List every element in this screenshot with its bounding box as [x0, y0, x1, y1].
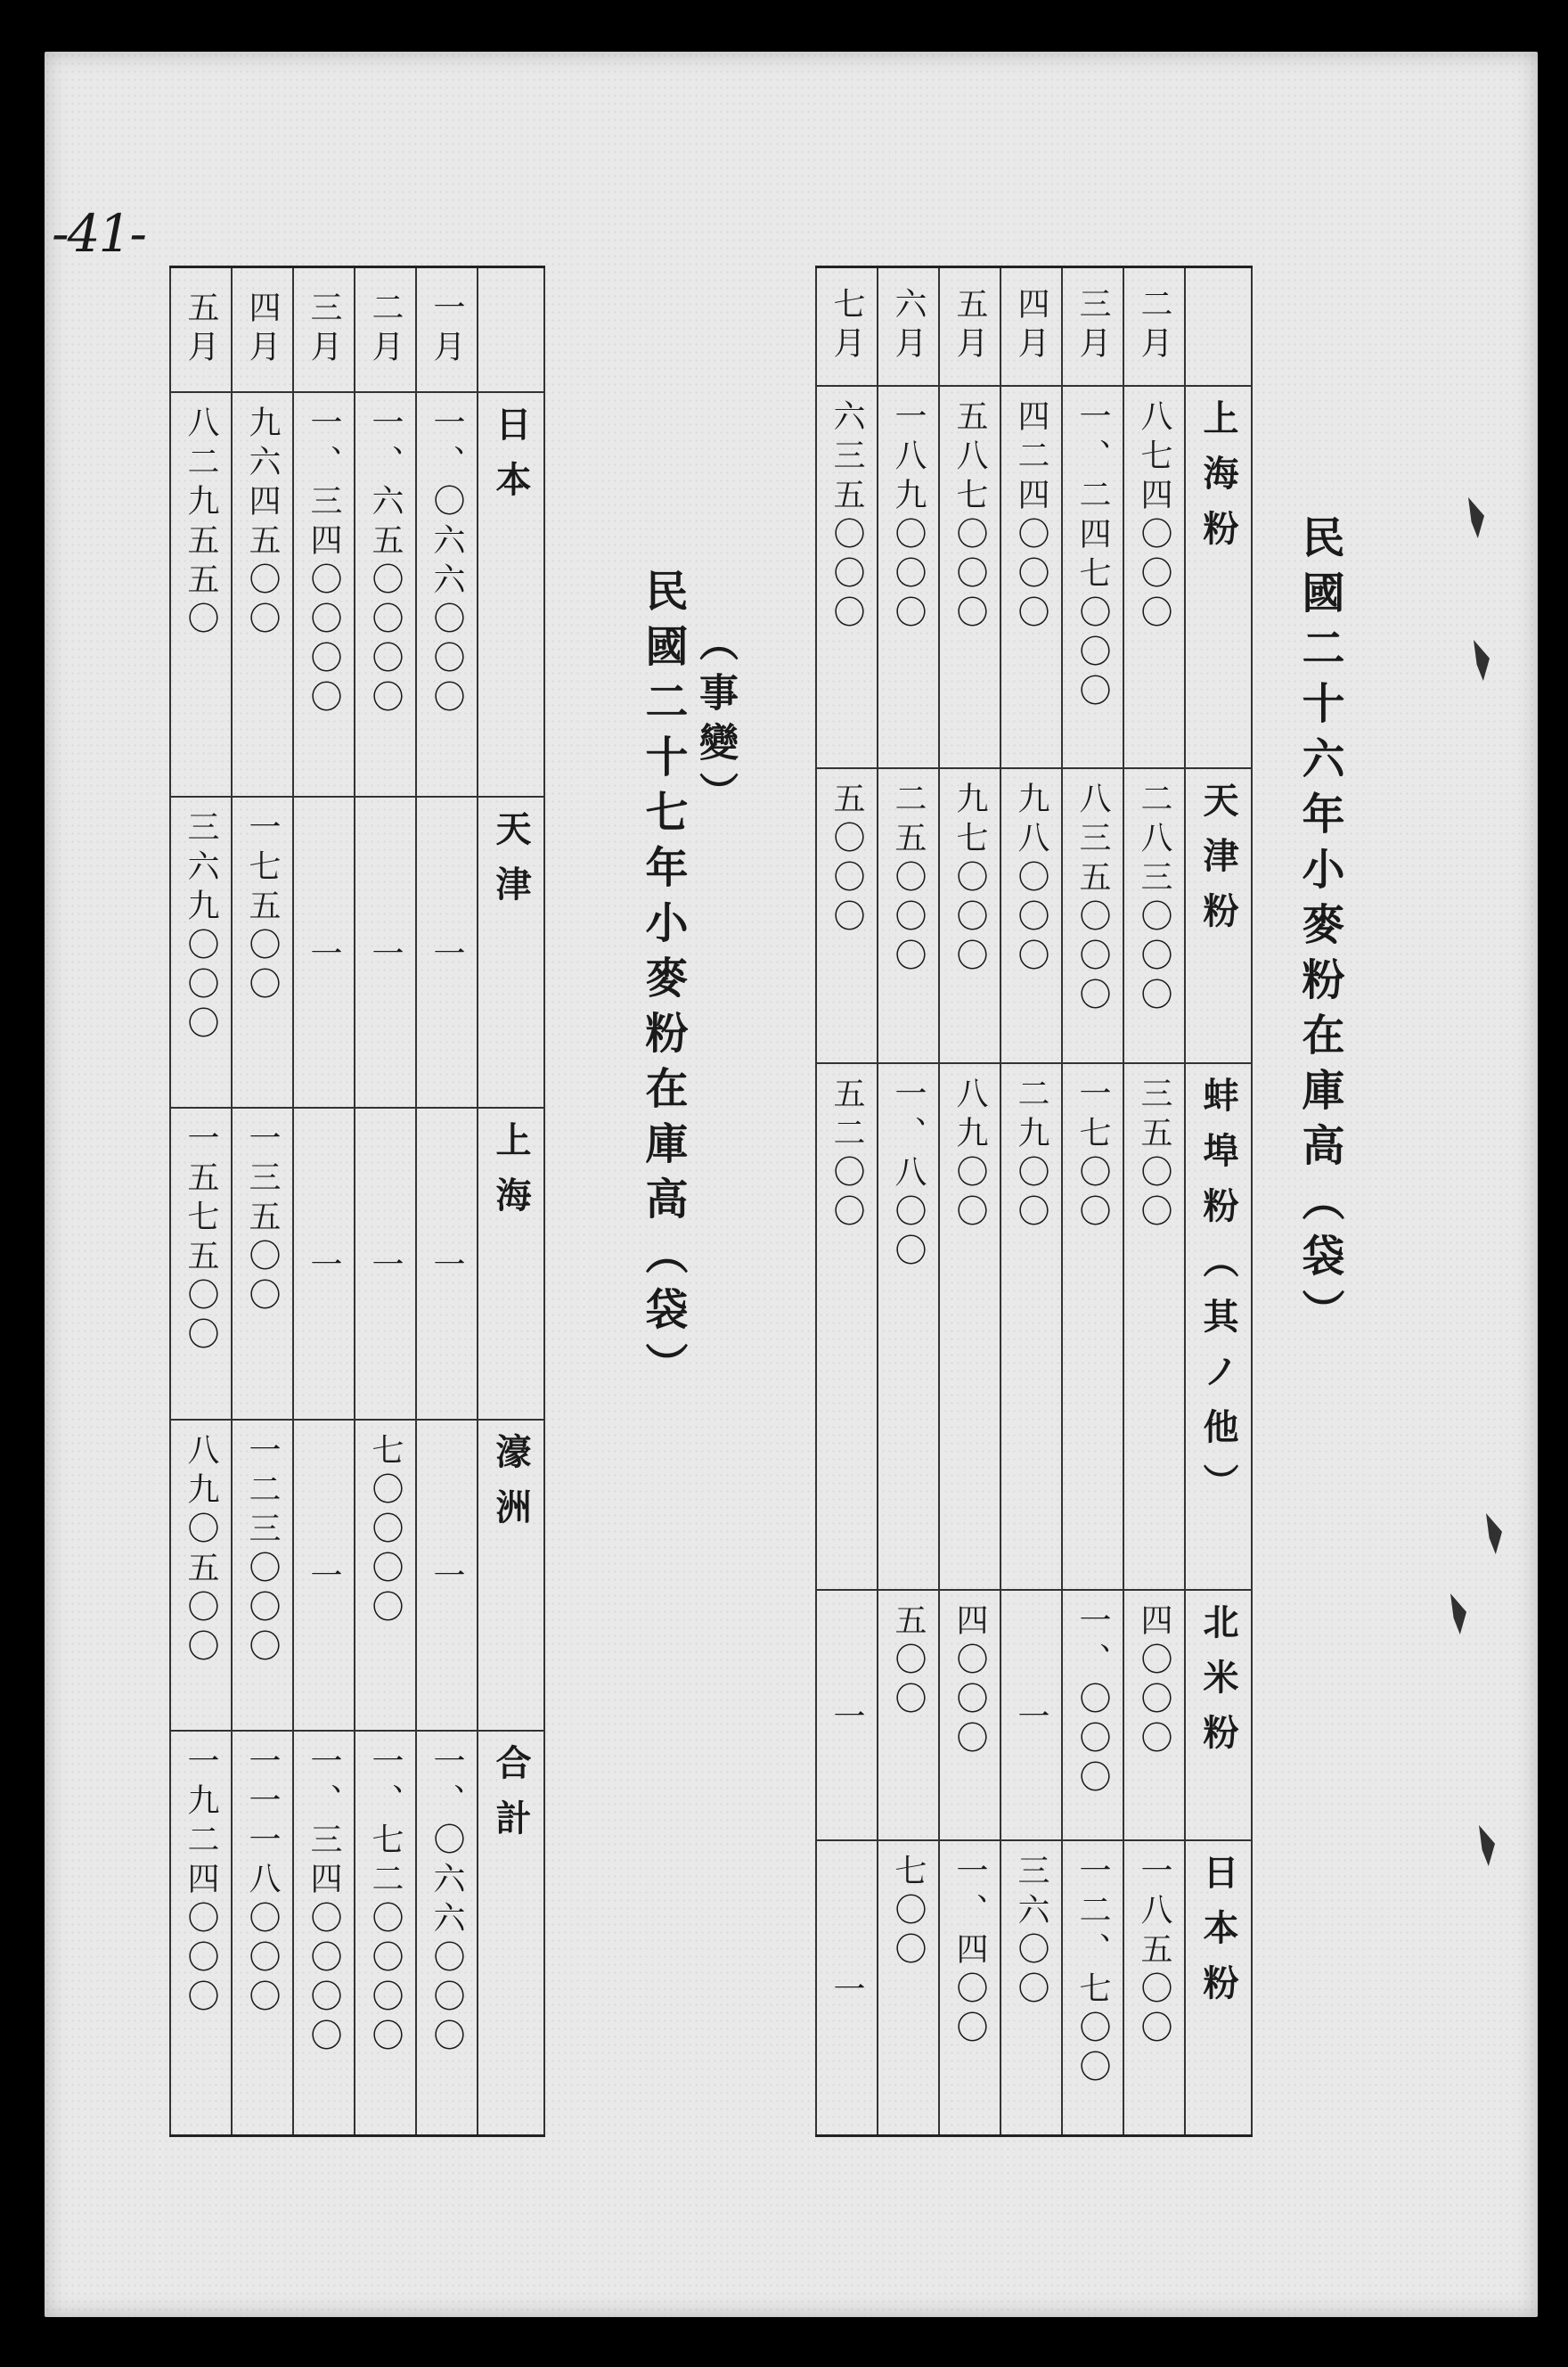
- value-cell: 八九〇五〇〇: [170, 1420, 232, 1731]
- value-cell: 一: [816, 1840, 878, 2135]
- value-cell: 八九〇〇: [939, 1063, 1000, 1590]
- value-cell: 一七五〇〇: [232, 797, 293, 1108]
- header-cell: 日本粉: [1185, 1840, 1252, 2135]
- header-row: [478, 267, 544, 2136]
- table-row: [170, 267, 232, 2136]
- value-cell: 二八三〇〇〇: [1123, 768, 1185, 1063]
- month-cell: 五月: [939, 267, 1000, 386]
- scan-speck: [1474, 640, 1490, 681]
- header-cell: 天津: [478, 797, 544, 1108]
- value-cell: 一二三〇〇〇: [232, 1420, 293, 1731]
- month-cell: 五月: [170, 267, 232, 393]
- value-cell: 一、四〇〇: [939, 1840, 1000, 2135]
- scan-speck: [1479, 1825, 1495, 1866]
- header-cell: 蚌埠粉（其ノ他）: [1185, 1063, 1252, 1590]
- document-page: [45, 52, 1538, 2317]
- header-row: [1185, 267, 1252, 2136]
- table2-subtitle: （事變）: [692, 622, 738, 822]
- value-cell: 一一一八〇〇〇: [232, 1731, 293, 2135]
- table1-grid: [815, 266, 1253, 2137]
- value-cell: 五〇〇: [878, 1590, 939, 1840]
- table-row: [816, 267, 878, 2136]
- value-cell: 一: [293, 1108, 355, 1419]
- scan-speck: [1468, 497, 1484, 538]
- value-cell: 五二〇〇: [816, 1063, 878, 1590]
- header-cell: 天津粉: [1185, 768, 1252, 1063]
- month-cell: 三月: [1062, 267, 1123, 386]
- header-cell: 日本: [478, 392, 544, 797]
- value-cell: 一: [416, 1108, 478, 1419]
- value-cell: 一、〇六六〇〇〇: [416, 1731, 478, 2135]
- month-cell: 七月: [816, 267, 878, 386]
- header-cell: 上海粉: [1185, 386, 1252, 769]
- value-cell: 一、六五〇〇〇〇: [355, 392, 416, 797]
- value-cell: 四〇〇〇: [939, 1590, 1000, 1840]
- value-cell: 四二四〇〇〇: [1000, 386, 1062, 769]
- value-cell: 一三五〇〇: [232, 1108, 293, 1419]
- value-cell: 一: [816, 1590, 878, 1840]
- value-cell: 八七四〇〇〇: [1123, 386, 1185, 769]
- table-row: [1123, 267, 1185, 2136]
- value-cell: 九七〇〇〇: [939, 768, 1000, 1063]
- value-cell: 一: [416, 1420, 478, 1731]
- month-cell: 二月: [1123, 267, 1185, 386]
- page-number: -41-: [52, 203, 145, 264]
- value-cell: 一七〇〇: [1062, 1063, 1123, 1590]
- value-cell: 一: [355, 797, 416, 1108]
- scan-speck: [1486, 1513, 1502, 1554]
- month-cell: 二月: [355, 267, 416, 393]
- value-cell: 五八七〇〇〇: [939, 386, 1000, 769]
- value-cell: 四〇〇〇: [1123, 1590, 1185, 1840]
- table-row: [232, 267, 293, 2136]
- value-cell: 七〇〇: [878, 1840, 939, 2135]
- value-cell: 一: [293, 797, 355, 1108]
- header-cell: 北米粉: [1185, 1590, 1252, 1840]
- value-cell: 一、二四七〇〇〇: [1062, 386, 1123, 769]
- value-cell: 一八五〇〇: [1123, 1840, 1185, 2135]
- value-cell: 一、〇六六〇〇〇: [416, 392, 478, 797]
- value-cell: 一: [1000, 1590, 1062, 1840]
- scan-speck: [1450, 1593, 1466, 1634]
- value-cell: 八二九五五〇: [170, 392, 232, 797]
- value-cell: 一: [416, 797, 478, 1108]
- table-row: [878, 267, 939, 2136]
- header-cell: [1185, 267, 1252, 386]
- value-cell: 二五〇〇〇: [878, 768, 939, 1063]
- table2-grid: [169, 266, 545, 2137]
- value-cell: 三六九〇〇〇: [170, 797, 232, 1108]
- month-cell: 六月: [878, 267, 939, 386]
- value-cell: 一、八〇〇: [878, 1063, 939, 1590]
- value-cell: 三六〇〇: [1000, 1840, 1062, 2135]
- table-row: [939, 267, 1000, 2136]
- month-cell: 一月: [416, 267, 478, 393]
- value-cell: 一、三四〇〇〇〇: [293, 392, 355, 797]
- value-cell: 一二、七〇〇: [1062, 1840, 1123, 2135]
- table1-title: 民國二十六年小麥粉在庫高（袋）: [1294, 515, 1344, 1344]
- value-cell: 一八九〇〇〇: [878, 386, 939, 769]
- table-row: [1062, 267, 1123, 2136]
- table-row: [1000, 267, 1062, 2136]
- month-cell: 四月: [232, 267, 293, 393]
- value-cell: 一、〇〇〇: [1062, 1590, 1123, 1840]
- value-cell: 一: [355, 1108, 416, 1419]
- month-cell: 三月: [293, 267, 355, 393]
- header-cell: 合計: [478, 1731, 544, 2135]
- value-cell: 九六四五〇〇: [232, 392, 293, 797]
- value-cell: 一: [293, 1420, 355, 1731]
- value-cell: 六三五〇〇〇: [816, 386, 878, 769]
- table-row: [355, 267, 416, 2136]
- value-cell: 三五〇〇: [1123, 1063, 1185, 1590]
- value-cell: 九八〇〇〇: [1000, 768, 1062, 1063]
- value-cell: 一五七五〇〇: [170, 1108, 232, 1419]
- value-cell: 七〇〇〇〇: [355, 1420, 416, 1731]
- month-cell: 四月: [1000, 267, 1062, 386]
- table2-title: 民國二十七年小麥粉在庫高（袋）: [638, 569, 688, 1397]
- header-cell: [478, 267, 544, 393]
- table-row: [416, 267, 478, 2136]
- value-cell: 八三五〇〇〇: [1062, 768, 1123, 1063]
- value-cell: 二九〇〇: [1000, 1063, 1062, 1590]
- header-cell: 上海: [478, 1108, 544, 1419]
- table-row: [293, 267, 355, 2136]
- header-cell: 濠洲: [478, 1420, 544, 1731]
- value-cell: 五〇〇〇: [816, 768, 878, 1063]
- value-cell: 一、七二〇〇〇〇: [355, 1731, 416, 2135]
- value-cell: 一、三四〇〇〇〇: [293, 1731, 355, 2135]
- value-cell: 一九二四〇〇〇: [170, 1731, 232, 2135]
